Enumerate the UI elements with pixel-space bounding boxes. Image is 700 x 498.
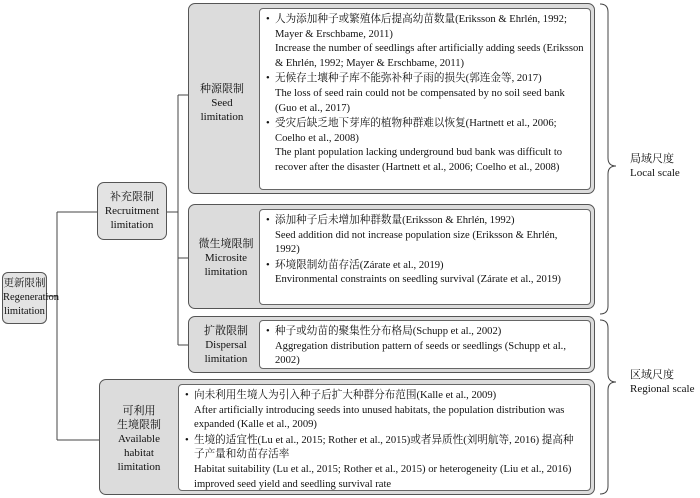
seed-en1: Seed [211, 97, 233, 109]
habitat-en1: Available [118, 433, 160, 445]
dispersal-limitation-panel [188, 316, 595, 373]
seed-item-2-cn: • 无候存土壤种子库不能弥补种子雨的损失(郭连金等, 2017) [266, 72, 584, 87]
microsite-item-2-cn: • 环境限制幼苗存活(Zárate et al., 2019) [266, 259, 584, 274]
regional-scale-bracket [600, 320, 616, 494]
habitat-item-2-en: Habitat suitability (Lu et al., 2015; Rother et al., 2015) or heterogeneity (Liu et al., 2016) improved seed yield and seedling survival rate [194, 463, 572, 490]
dispersal-item-1-en: Aggregation distribution pattern of seeds or seedlings (Schupp et al., 2002) [275, 340, 566, 367]
dispersal-cn: 扩散限制 [204, 325, 248, 337]
regional-scale-en: Regional scale [630, 383, 695, 395]
recruitment-en2: limitation [110, 219, 154, 231]
seed-cn: 种源限制 [200, 83, 244, 95]
habitat-cn2: 生境限制 [117, 419, 161, 431]
habitat-item-1-cn: • 向未利用生境人为引入种子后扩大种群分布范围(Kalle et al., 2009) [185, 389, 584, 404]
microsite-en2: limitation [204, 266, 248, 278]
seed-limitation-panel [188, 3, 595, 194]
seed-en2: limitation [200, 111, 244, 123]
habitat-item-1-en: After artificially introducing seeds into unused habitats, the population distribution was expanded (Kalle et al., 2009) [194, 404, 565, 431]
local-scale-bracket [600, 4, 616, 314]
microsite-item-2-en: Environmental constraints on seedling survival (Zárate et al., 2019) [275, 274, 561, 286]
seed-item-3-en: The plant population lacking underground bud bank was difficult to recover after the disaster (Hartnett et al., 2006; Coelho et al., 2008) [275, 147, 563, 173]
habitat-limitation-panel [99, 379, 595, 495]
microsite-evidence-list [259, 209, 591, 305]
microsite-item-1-en: Seed addition did not increase population size (Eriksson & Ehrlén, 1992) [275, 229, 558, 256]
habitat-evidence-list [178, 384, 591, 491]
local-scale-label [630, 152, 680, 180]
regeneration-en1: Regeneration [3, 292, 59, 303]
microsite-cn: 微生境限制 [198, 238, 254, 250]
local-scale-cn: 局域尺度 [630, 153, 674, 165]
seed-item-1-en: Increase the number of seedlings after artificially adding seeds (Eriksson & Ehrlén, 1992; Mayer & Erschbame, 2011) [275, 43, 584, 69]
seed-evidence-list [259, 8, 591, 190]
seed-item-3-cn: • 受灾后缺乏地下芽库的植物种群难以恢复(Hartnett et al., 2006; Coelho et al., 2008) [266, 117, 584, 146]
local-scale-en: Local scale [630, 167, 680, 179]
habitat-cn1: 可利用 [122, 405, 156, 417]
microsite-item-1-cn: • 添加种子后未增加种群数量(Eriksson & Ehrlén, 1992) [266, 214, 584, 229]
regeneration-limitation-box [2, 272, 59, 324]
recruitment-en1: Recruitment [104, 205, 160, 217]
microsite-limitation-panel [188, 204, 595, 309]
habitat-item-2-cn: • 生境的适宜性(Lu et al., 2015; Rother et al., 2015)或者异质性(刘明航等, 2016) 提高种子产量和幼苗存活率 [185, 434, 584, 463]
recruitment-cn: 补充限制 [110, 191, 154, 203]
habitat-en2: habitat [124, 447, 154, 459]
regional-scale-cn: 区域尺度 [630, 369, 674, 381]
regional-scale-label [630, 368, 694, 396]
regeneration-en2: limitation [4, 306, 45, 317]
dispersal-en1: Dispersal [205, 339, 247, 351]
dispersal-item-1-cn: • 种子或幼苗的聚集性分布格局(Schupp et al., 2002) [266, 325, 584, 340]
habitat-en3: limitation [117, 461, 161, 473]
seed-item-1-cn: • 人为添加种子或繁殖体后提高幼苗数量(Eriksson & Ehrlén, 1992; Mayer & Erschbame, 2011) [266, 13, 584, 42]
microsite-en1: Microsite [204, 252, 248, 264]
dispersal-evidence-list [259, 320, 591, 369]
seed-item-2-en: The loss of seed rain could not be compensated by no soil seed bank (Guo et al., 2017) [275, 87, 565, 114]
recruitment-limitation-box [97, 182, 167, 240]
regeneration-cn: 更新限制 [3, 278, 46, 289]
dispersal-en2: limitation [204, 353, 248, 365]
